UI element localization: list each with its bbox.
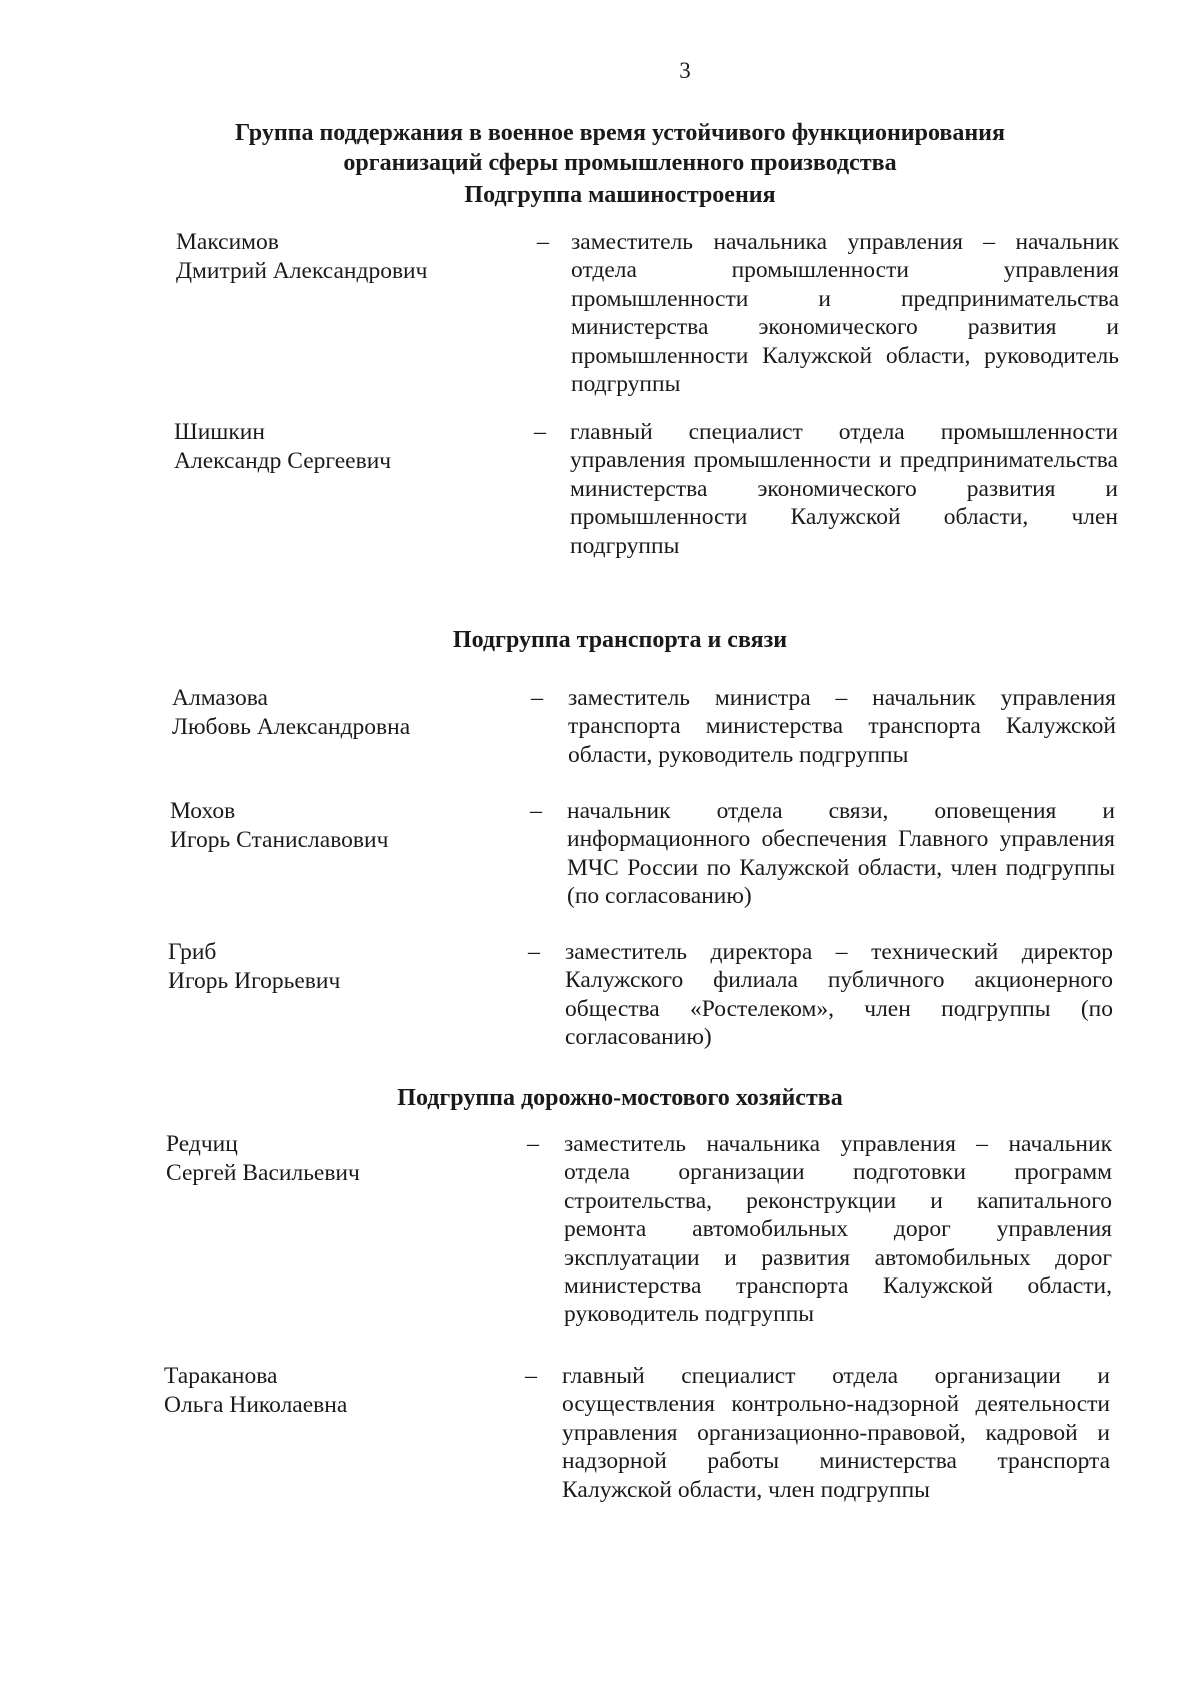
dash-separator: – [531, 685, 543, 711]
member-name [168, 938, 498, 996]
member-given-names: Сергей Васильевич [166, 1160, 360, 1186]
member-given-names: Игорь Игорьевич [168, 968, 341, 994]
page-title: Группа поддержания в военное время устойчивого функционирования организаций сферы промышленного производства [235, 120, 1005, 176]
dash-separator: – [527, 1131, 539, 1157]
dash-separator: – [528, 939, 540, 965]
member-surname: Гриб [168, 939, 217, 965]
member-given-names: Дмитрий Александрович [176, 258, 428, 284]
member-surname: Максимов [176, 229, 279, 255]
member-given-names: Александр Сергеевич [174, 448, 392, 474]
member-surname: Редчиц [166, 1131, 238, 1157]
member-role: начальник отдела связи, оповещения и информационного обеспечения Главного управления МЧС России по Калужской области, член подгруппы (по согласованию) [567, 798, 1115, 910]
member-role: заместитель начальника управления – начальник отдела организации подготовки программ строительства, реконструкции и капитального ремонта автомобильных дорог управления эксплуатации и развития автомобильных дорог министерства транспорта Калужской области, руководитель подгруппы [564, 1131, 1112, 1328]
dash-separator: – [534, 419, 546, 445]
member-role: главный специалист отдела промышленности управления промышленности и предпринимательства министерства экономического развития и промышленности Калужской области, член подгруппы [570, 419, 1118, 559]
member-name [176, 228, 506, 286]
dash-separator: – [525, 1363, 537, 1389]
member-given-names: Ольга Николаевна [164, 1392, 348, 1418]
member-surname: Шишкин [174, 419, 265, 445]
member-name [174, 418, 504, 476]
member-name [172, 684, 502, 742]
member-surname: Алмазова [172, 685, 268, 711]
page-number: 3 [679, 58, 691, 83]
member-name [166, 1130, 496, 1188]
dash-separator: – [537, 229, 549, 255]
member-role: заместитель министра – начальник управления транспорта министерства транспорта Калужской области, руководитель подгруппы [568, 685, 1116, 768]
subgroup-heading-mechanical-engineering: Подгруппа машиностроения [464, 182, 776, 208]
subgroup-heading-road-bridge: Подгруппа дорожно-мостового хозяйства [397, 1085, 843, 1111]
member-role: заместитель начальника управления – начальник отдела промышленности управления промышленности и предпринимательства министерства экономического развития и промышленности Калужской области, руководитель подгруппы [571, 229, 1119, 398]
member-name [170, 797, 500, 855]
member-surname: Мохов [170, 798, 236, 824]
member-given-names: Игорь Станиславович [170, 827, 389, 853]
member-role: главный специалист отдела организации и осуществления контрольно-надзорной деятельности управления организационно-правовой, кадровой и надзорной работы министерства транспорта Калужской области, член подгруппы [562, 1363, 1110, 1503]
member-name [164, 1362, 494, 1420]
subgroup-heading-transport-communications: Подгруппа транспорта и связи [452, 627, 788, 653]
dash-separator: – [530, 798, 542, 824]
member-surname: Тараканова [164, 1363, 278, 1389]
member-given-names: Любовь Александровна [172, 714, 411, 740]
member-role: заместитель директора – технический директор Калужского филиала публичного акционерного общества «Ростелеком», член подгруппы (по согласованию) [565, 939, 1113, 1051]
